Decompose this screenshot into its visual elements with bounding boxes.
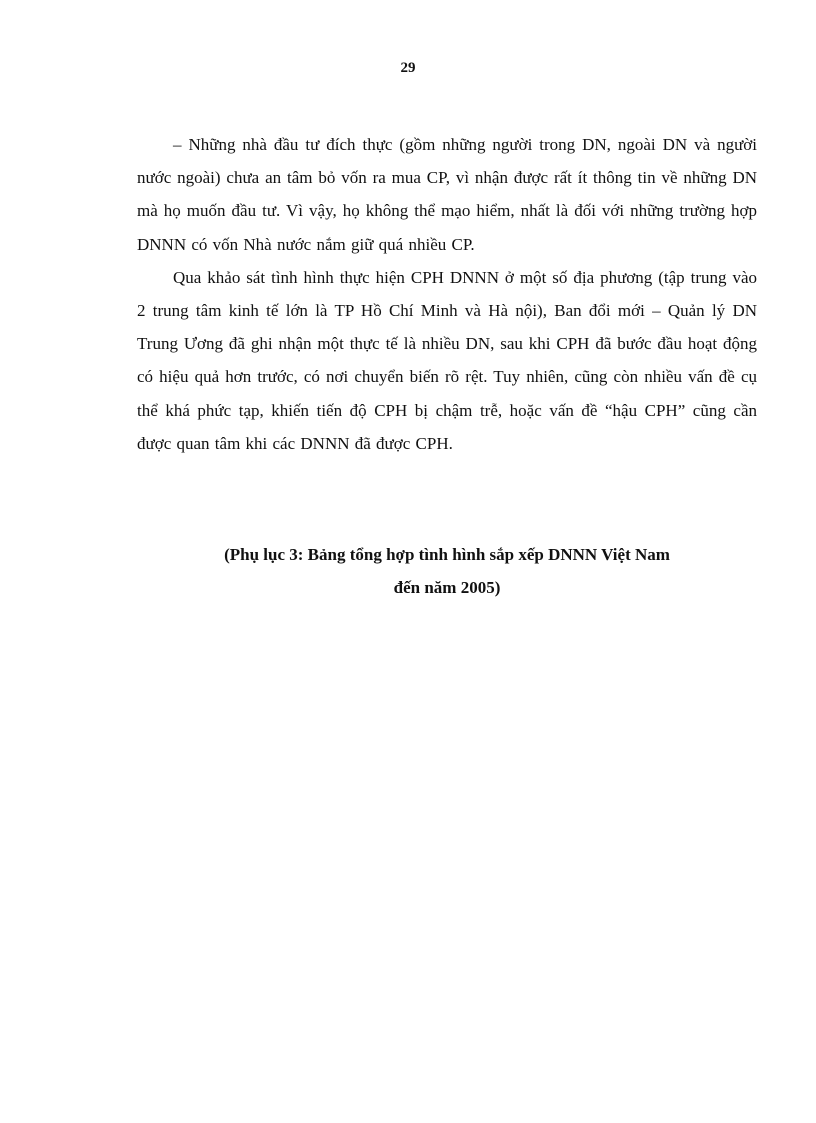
- page-number: 29: [400, 60, 416, 76]
- paragraph-investors: – Những nhà đầu tư đích thực (gồm những người trong DN, ngoài DN và người nước ngoài) chưa an tâm bỏ vốn ra mua CP, vì nhận được rất ít thông tin về những DN mà họ muốn đầu tư. Vì vậy, họ không thể mạo hiểm, nhất là đối với những trường hợp DNNN có vốn Nhà nước nắm giữ quá nhiều CP.: [137, 135, 757, 254]
- paragraph-survey: Qua khảo sát tình hình thực hiện CPH DNNN ở một số địa phương (tập trung vào 2 trung tâm kinh tế lớn là TP Hồ Chí Minh và Hà nội), Ban đổi mới – Quản lý DN Trung Ương đã ghi nhận một thực tế là nhiều DN, sau khi CPH đã bước đầu hoạt động có hiệu quả hơn trước, có nơi chuyển biến rõ rệt. Tuy nhiên, cũng còn nhiều vấn đề cụ thể khá phức tạp, khiến tiến độ CPH bị chậm trễ, hoặc vấn đề “hậu CPH” cũng cần được quan tâm khi các DNNN đã được CPH.: [137, 267, 757, 453]
- appendix-caption: [137, 538, 757, 604]
- document-body: [137, 128, 757, 460]
- appendix-caption-line-1: (Phụ lục 3: Bảng tổng hợp tình hình sắp xếp DNNN Việt Nam: [224, 545, 670, 564]
- appendix-caption-line-2: đến năm 2005): [393, 578, 501, 598]
